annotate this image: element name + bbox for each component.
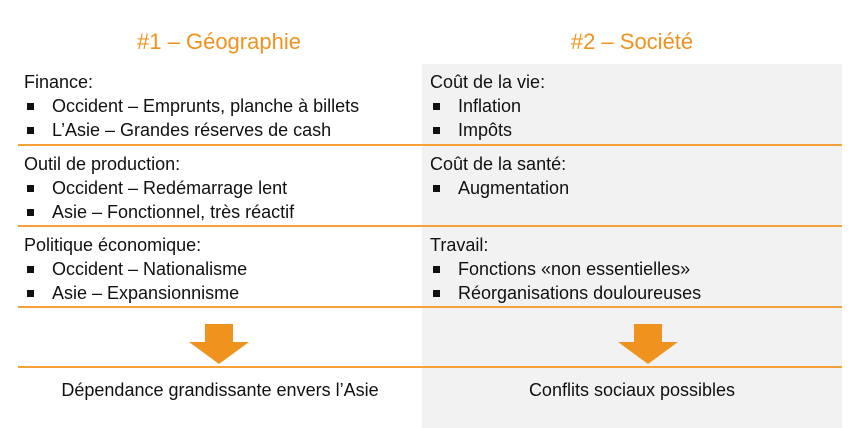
square-bullet-icon xyxy=(27,185,34,192)
item-text: Impôts xyxy=(458,120,513,140)
square-bullet-icon xyxy=(433,290,440,297)
square-bullet-icon xyxy=(433,185,440,192)
arrow-down-icon xyxy=(189,324,249,364)
list-item xyxy=(430,257,842,281)
cell-arrow-right xyxy=(422,308,842,366)
square-bullet-icon xyxy=(27,103,34,110)
column-title-geographie: #1 – Géographie xyxy=(137,29,301,54)
square-bullet-icon xyxy=(27,290,34,297)
cell-outil-de-production xyxy=(18,146,422,225)
cell-cout-de-la-vie xyxy=(422,64,842,144)
item-text: Occident – Redémarrage lent xyxy=(52,178,288,198)
list-item xyxy=(24,176,422,200)
cell-heading: Coût de la vie: xyxy=(430,72,546,92)
cell-conclusion-left xyxy=(18,368,422,428)
list-item xyxy=(430,118,842,142)
cell-heading: Travail: xyxy=(430,235,489,255)
cell-arrow-left xyxy=(18,308,422,366)
list-item xyxy=(24,94,422,118)
conclusion-societe: Conflits sociaux possibles xyxy=(528,380,736,400)
conclusion-geographie: Dépendance grandissante envers l’Asie xyxy=(61,380,379,400)
comparison-table xyxy=(18,64,842,428)
cell-conclusion-right xyxy=(422,368,842,428)
cell-cout-de-la-sante xyxy=(422,146,842,225)
square-bullet-icon xyxy=(27,127,34,134)
list-item xyxy=(24,281,422,305)
cell-travail xyxy=(422,227,842,306)
list-item xyxy=(430,176,842,200)
square-bullet-icon xyxy=(433,266,440,273)
item-text: Inflation xyxy=(458,96,522,116)
list-item xyxy=(24,118,422,142)
cell-heading: Outil de production: xyxy=(24,154,181,174)
item-text: Occident – Nationalisme xyxy=(52,259,248,279)
item-text: Asie – Expansionnisme xyxy=(52,283,240,303)
cell-heading: Coût de la santé: xyxy=(430,154,567,174)
square-bullet-icon xyxy=(27,266,34,273)
square-bullet-icon xyxy=(433,127,440,134)
list-item xyxy=(430,94,842,118)
item-text: L’Asie – Grandes réserves de cash xyxy=(52,120,332,140)
arrow-down-icon xyxy=(618,324,678,364)
cell-politique-economique xyxy=(18,227,422,306)
item-text: Occident – Emprunts, planche à billets xyxy=(52,96,360,116)
square-bullet-icon xyxy=(27,209,34,216)
square-bullet-icon xyxy=(433,103,440,110)
cell-heading: Finance: xyxy=(24,72,94,92)
column-title-societe: #2 – Société xyxy=(570,29,694,54)
cell-heading: Politique économique: xyxy=(24,235,202,255)
item-text: Fonctions «non essentielles» xyxy=(458,259,691,279)
list-item xyxy=(430,281,842,305)
item-text: Asie – Fonctionnel, très réactif xyxy=(52,202,295,222)
cell-finance xyxy=(18,64,422,144)
list-item xyxy=(24,257,422,281)
item-text: Augmentation xyxy=(458,178,570,198)
item-text: Réorganisations douloureuses xyxy=(458,283,702,303)
list-item xyxy=(24,200,422,224)
